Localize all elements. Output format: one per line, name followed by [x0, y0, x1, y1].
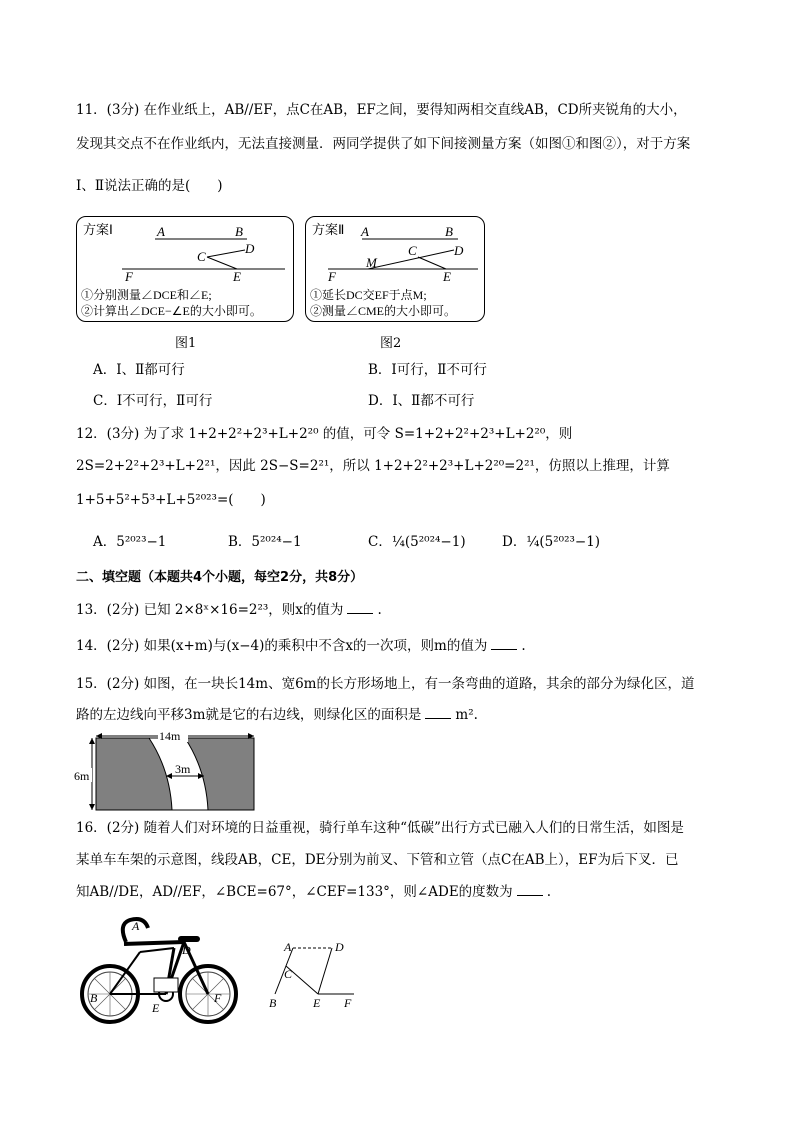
width-label: 6m — [74, 769, 90, 783]
q15-line2 — [76, 705, 478, 725]
q16-line2: 某单车车架的示意图，线段AB，CE，DE分别为前叉、下管和立管（点C在AB上），EF为后下叉．已 — [76, 852, 679, 868]
label-d: D — [245, 241, 255, 256]
label-m-2: M — [366, 255, 377, 270]
top-tube — [124, 942, 184, 944]
scheme-2-figure — [305, 216, 485, 322]
q14-end: . — [521, 638, 526, 654]
label-c-2: C — [408, 243, 417, 258]
shift-label: 3m — [175, 762, 191, 776]
bike-label-e: E — [152, 1001, 160, 1015]
field-diagram — [74, 730, 258, 812]
frame-label-d: D — [335, 940, 344, 954]
label-c: C — [197, 249, 206, 264]
q12-option-a[interactable]: A．5²⁰²³−1 — [93, 534, 167, 550]
q15-line1: 15．(2分) 如图，在一块长14m、宽6m的长方形场地上，有一条弯曲的道路，其余的部分为绿化区，道 — [76, 676, 695, 692]
frame-label-b: B — [269, 996, 277, 1010]
label-f: F — [125, 269, 133, 284]
q16-answer-blank[interactable] — [517, 882, 543, 896]
q12-line2: 2S=2+2²+2³+L+2²¹，因此 2S−S=2²¹，所以 1+2+2²+2³+L+2²⁰=2²¹，仿照以上推理，计算 — [76, 458, 670, 474]
frame-label-a: A — [284, 940, 292, 954]
scheme-1-diagram — [77, 217, 295, 323]
q12-line3: 1+5+5²+5³+L+5²⁰²³=( ) — [76, 492, 266, 508]
frame-label-c: C — [284, 967, 293, 981]
bicycle-illustration — [74, 912, 244, 1024]
bicycle-picture — [74, 912, 244, 1024]
label-b: B — [235, 224, 243, 239]
scheme-1-step2: ②计算出∠DCE−∠E的大小即可。 — [81, 304, 262, 318]
q14-answer-blank[interactable] — [491, 636, 517, 650]
bike-label-d: D — [182, 943, 191, 957]
segment-cd — [207, 250, 245, 257]
q15-answer-blank[interactable] — [425, 705, 451, 719]
q16-line1: 16．(2分) 随着人们对环境的日益重视，骑行单车这种“低碳”出行方式已融入人们的日常生活，如图是 — [76, 820, 684, 836]
q11-line2: 发现其交点不在作业纸内，无法直接测量．两同学提供了如下间接测量方案（如图①和图②），对于方案 — [76, 136, 691, 152]
scheme-2-diagram — [306, 217, 486, 323]
q13-answer-blank[interactable] — [347, 600, 373, 614]
bike-label-f: F — [214, 991, 222, 1005]
q16-end: . — [546, 884, 551, 900]
label-a: A — [157, 224, 165, 239]
frame-diagram — [264, 934, 364, 1016]
scheme-2-step2: ②测量∠CME的大小即可。 — [310, 304, 457, 318]
segment-de — [318, 948, 332, 994]
q13-line — [76, 600, 382, 620]
figure-1-caption: 图1 — [175, 336, 197, 351]
saddle — [178, 936, 200, 942]
length-label: 14m — [159, 730, 181, 743]
q16-line3 — [76, 882, 551, 902]
q13-end: . — [377, 602, 382, 618]
scheme-1-title: 方案Ⅰ — [83, 222, 113, 237]
q12-option-b[interactable]: B．5²⁰²⁴−1 — [228, 534, 302, 550]
bike-label-a: A — [132, 919, 140, 933]
q11-line3: Ⅰ、Ⅱ说法正确的是( ) — [76, 178, 223, 194]
label-a-2: A — [361, 224, 369, 239]
q15-text: 路的左边线向平移3m就是它的右边线，则绿化区的面积是 — [76, 707, 422, 723]
q13-text: 13．(2分) 已知 2×8ˣ×16=2²³，则x的值为 — [76, 602, 344, 618]
q12-option-d[interactable]: D．¼(5²⁰²³−1) — [502, 534, 601, 550]
label-e: E — [233, 269, 241, 284]
q15-field-figure — [74, 730, 258, 812]
label-d-2: D — [454, 243, 464, 258]
frame-label-e: E — [313, 996, 321, 1010]
label-b-2: B — [445, 224, 453, 239]
frame-schematic — [264, 934, 364, 1016]
q12-option-c[interactable]: C．¼(5²⁰²⁴−1) — [368, 534, 466, 550]
scheme-1-step1: ①分别测量∠DCE和∠E; — [81, 288, 212, 302]
segment-ce — [207, 257, 237, 269]
q11-option-c[interactable]: C．Ⅰ不可行，Ⅱ可行 — [93, 393, 213, 409]
q15-unit: m². — [455, 707, 478, 723]
width-arrow-top — [89, 738, 95, 744]
scheme-1-figure — [76, 216, 294, 322]
q11-option-d[interactable]: D．Ⅰ、Ⅱ都不可行 — [368, 393, 475, 409]
q11-option-b[interactable]: B．Ⅰ可行，Ⅱ不可行 — [368, 362, 487, 378]
label-f-2: F — [328, 269, 336, 284]
label-e-2: E — [443, 269, 451, 284]
q12-line1: 12．(3分) 为了求 1+2+2²+2³+L+2²⁰ 的值，可令 S=1+2+2²+2³+L+2²⁰，则 — [76, 426, 573, 442]
scheme-2-title: 方案Ⅱ — [312, 222, 345, 237]
section-2-heading: 二、填空题（本题共4个小题，每空2分，共8分） — [76, 570, 364, 585]
segment-ce-2 — [418, 257, 446, 269]
q14-text: 14．(2分) 如果(x+m)与(x−4)的乘积中不含x的一次项，则m的值为 — [76, 638, 488, 654]
frame-label-f: F — [344, 996, 352, 1010]
q11-line1: 11．(3分) 在作业纸上，AB//EF，点C在AB，EF之间，要得知两相交直线AB，CD所夹锐角的大小， — [76, 102, 687, 118]
width-arrow-bottom — [89, 804, 95, 810]
q11-option-a[interactable]: A．Ⅰ、Ⅱ都可行 — [93, 362, 185, 378]
figure-2-caption: 图2 — [380, 336, 402, 351]
q16-text: 知AB//DE，AD//EF，∠BCE=67°，∠CEF=133°，则∠ADE的度数为 — [76, 884, 513, 900]
scheme-2-step1: ①延长DC交EF于点M; — [310, 288, 427, 302]
bike-label-b: B — [90, 991, 98, 1005]
q14-line — [76, 636, 526, 656]
